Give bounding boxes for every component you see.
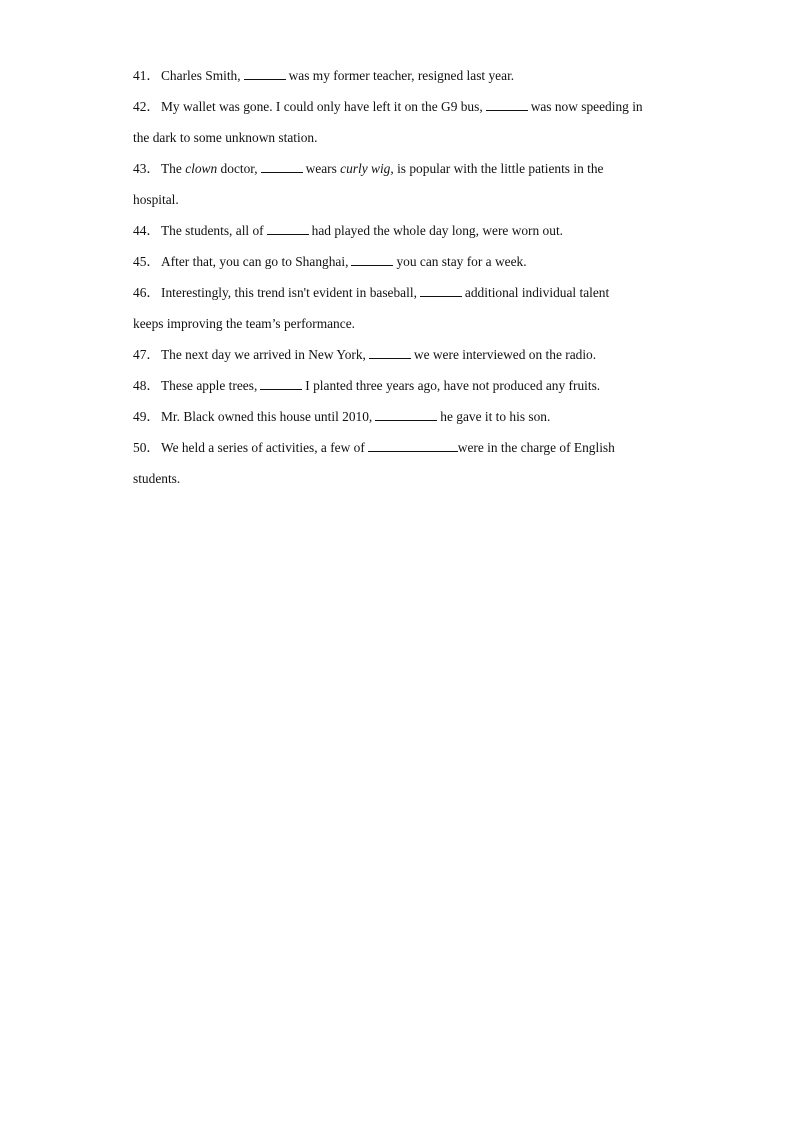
question-number: 42．	[133, 99, 160, 114]
question-41	[133, 66, 663, 97]
question-text-after: were in the charge of English	[457, 440, 615, 455]
question-text-continuation: students.	[133, 471, 181, 486]
question-number: 45．	[133, 254, 160, 269]
question-number: 49．	[133, 409, 160, 424]
question-text-before: The students, all of	[161, 223, 264, 238]
question-46	[133, 283, 663, 314]
question-text-pre: The	[161, 161, 182, 176]
question-text-after: was now speeding in	[530, 99, 643, 114]
question-text-before: My wallet was gone. I could only have left it on the G9 bus,	[161, 99, 483, 114]
answer-blank[interactable]	[369, 345, 411, 359]
question-42-continuation	[133, 128, 663, 159]
italic-phrase: curly wig	[340, 161, 391, 176]
question-43-continuation	[133, 190, 663, 221]
question-text-after: had played the whole day long, were worn out.	[311, 223, 564, 238]
question-text-after: I planted three years ago, have not produced any fruits.	[305, 378, 601, 393]
question-text-after: he gave it to his son.	[440, 409, 551, 424]
question-46-continuation	[133, 314, 663, 345]
question-text-after: we were interviewed on the radio.	[413, 347, 597, 362]
question-list	[133, 66, 663, 500]
answer-blank[interactable]	[267, 221, 309, 235]
question-43	[133, 159, 663, 190]
answer-blank[interactable]	[351, 252, 393, 266]
question-number: 47．	[133, 347, 160, 362]
question-text-before: Charles Smith,	[161, 68, 241, 83]
question-text-after: additional individual talent	[464, 285, 610, 300]
question-text-after: , is popular with the little patients in the	[390, 161, 604, 176]
question-number: 44．	[133, 223, 160, 238]
question-number: 46．	[133, 285, 160, 300]
answer-blank[interactable]	[375, 407, 437, 421]
answer-blank[interactable]	[486, 97, 528, 111]
question-text-before: Mr. Black owned this house until 2010,	[161, 409, 373, 424]
question-text-continuation: keeps improving the team’s performance.	[133, 316, 355, 331]
answer-blank[interactable]	[244, 66, 286, 80]
question-text-before: After that, you can go to Shanghai,	[161, 254, 349, 269]
question-47	[133, 345, 663, 376]
answer-blank[interactable]	[420, 283, 462, 297]
question-text-before: We held a series of activities, a few of	[161, 440, 365, 455]
question-text-before: doctor,	[220, 161, 258, 176]
question-text-continuation: the dark to some unknown station.	[133, 130, 318, 145]
question-45	[133, 252, 663, 283]
question-number: 50．	[133, 440, 160, 455]
question-48	[133, 376, 663, 407]
answer-blank[interactable]	[261, 159, 303, 173]
question-49	[133, 407, 663, 438]
answer-blank[interactable]	[260, 376, 302, 390]
question-text-after: you can stay for a week.	[396, 254, 527, 269]
question-50-continuation	[133, 469, 663, 500]
question-text-before: Interestingly, this trend isn't evident in baseball,	[161, 285, 417, 300]
question-text-before: These apple trees,	[161, 378, 258, 393]
question-44	[133, 221, 663, 252]
question-50	[133, 438, 663, 469]
question-text-mid: wears	[305, 161, 337, 176]
italic-word: clown	[185, 161, 218, 176]
question-number: 43．	[133, 161, 160, 176]
question-text-before: The next day we arrived in New York,	[161, 347, 366, 362]
question-text-after: was my former teacher, resigned last year.	[288, 68, 515, 83]
question-number: 48．	[133, 378, 160, 393]
question-42	[133, 97, 663, 128]
question-text-continuation: hospital.	[133, 192, 179, 207]
question-number: 41．	[133, 68, 160, 83]
answer-blank[interactable]	[368, 438, 458, 452]
